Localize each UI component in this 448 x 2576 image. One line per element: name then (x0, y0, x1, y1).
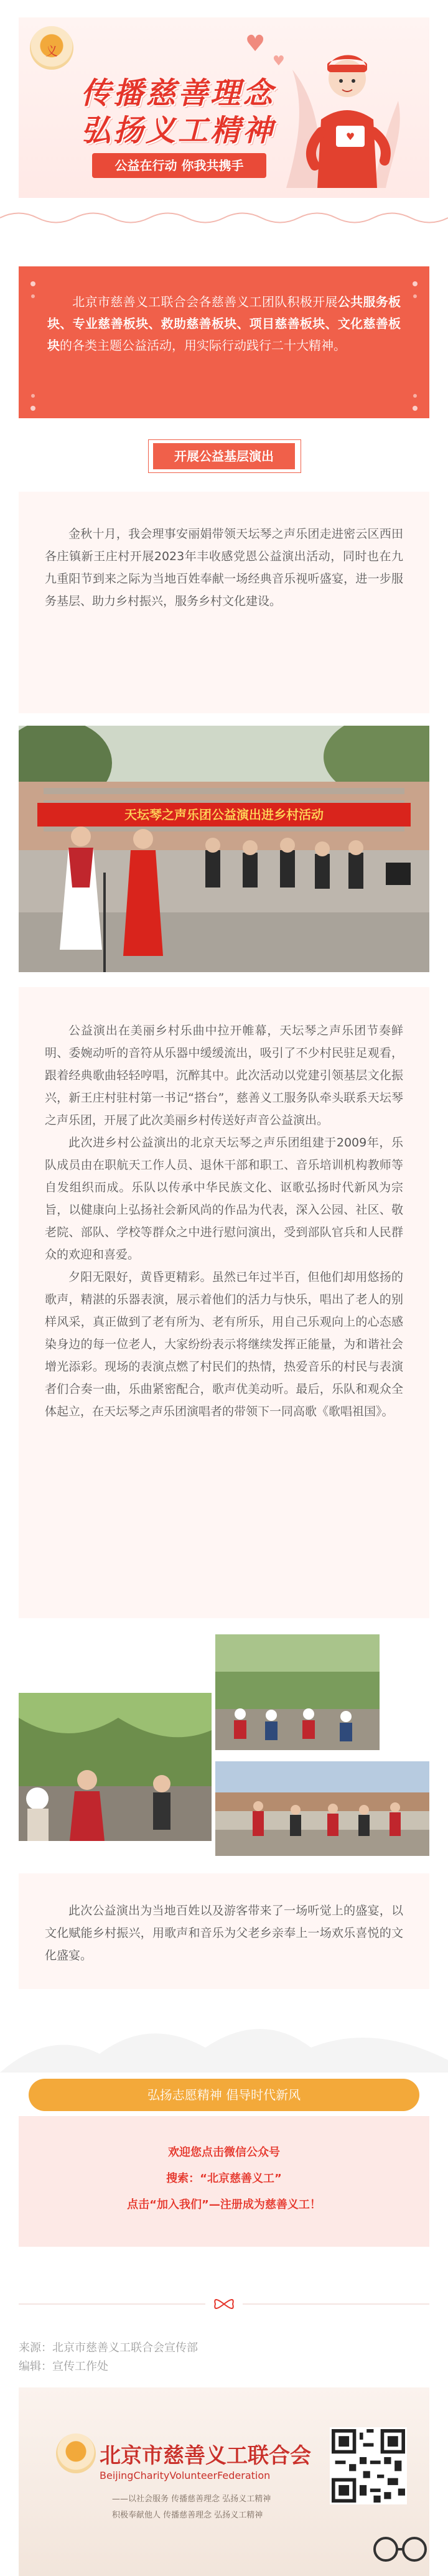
banner-slogan: 公益在行动 你我共携手 (92, 153, 266, 178)
wechat-follow-card (19, 2116, 429, 2247)
volunteer-illustration (280, 32, 404, 194)
heart-icon: ♥ (273, 54, 285, 69)
org-name-en: BeijingCharityVolunteerFederation (100, 2470, 271, 2481)
paragraph: 公益演出在美丽乡村乐曲中拉开帷幕，天坛琴之声乐团节奏鲜明、委婉动听的音符从乐器中缓缓流出，吸引了不少村民驻足观看，跟着经典歌曲轻轻哼唱，沉醉其中。此次活动以党建引领基层文化振兴，新王庄村驻村第一书记“搭台”，慈善义工服务队牵头联系天坛琴之声乐团，开展了此次美丽乡村传送好声音公益演出。 (45, 1024, 403, 1127)
intro-card (19, 266, 429, 418)
qr-code[interactable] (330, 2427, 407, 2504)
glasses-decoration (367, 2527, 429, 2570)
audience-photo (215, 1634, 380, 1750)
paragraph-card (19, 1873, 429, 1989)
org-footer-card (19, 2387, 429, 2576)
band-scene (19, 1693, 212, 1841)
paragraph: 夕阳无限好，黄昏更精彩。虽然已年过半百，但他们却用悠扬的歌声，精湛的乐器表演，展示着他们的活力与快乐，唱出了老人的别样风采，真正做到了老有所为、老有所乐，用自己乐观向上的心态感染身边的每一位老人，大家纷纷表示将继续发挥正能量，为和谐社会增光添彩。现场的表演点燃了村民们的热情，热爱音乐的村民与表演者们合奏一曲，乐曲紧密配合，歌声优美动听。最后，乐队和观众全体起立，在天坛琴之声乐团演唱者的带领下一同高歌《歌唱祖国》。 (45, 1270, 403, 1418)
wechat-line: 欢迎您点击微信公众号 (168, 2146, 280, 2159)
paragraph-card (19, 492, 429, 713)
paragraph: 金秋十月，我会理事安丽娟带领天坛琴之声乐团走进密云区西田各庄镇新王庄村开展2023年丰收感党恩公益演出活动，同时也在九九重阳节到来之际为当地百姓奉献一场经典音乐视听盛宴，进一步服务基层、助力乡村振兴，服务乡村文化建设。 (45, 527, 403, 608)
cloud-decoration (0, 2004, 448, 2073)
stage-banner-text: 天坛琴之声乐团公益演出进乡村活动 (124, 807, 324, 822)
federation-logo (56, 2433, 96, 2473)
section-title: 开展公益基层演出 (153, 443, 295, 469)
wechat-line: 点击“加入我们”—注册成为慈善义工！ (127, 2198, 321, 2211)
intro-highlight: 公共服务板块、专业慈善板块、救助慈善板块、项目慈善板块、文化慈善板块 (47, 294, 401, 353)
federation-logo (30, 26, 73, 70)
dot-decoration (409, 278, 421, 415)
stage-scene (19, 726, 429, 972)
tagline-banner: 弘扬志愿精神 倡导时代新风 (29, 2079, 419, 2111)
source-line: 来源：北京市慈善义工联合会宣传部 (19, 2341, 198, 2354)
source-info (19, 2339, 198, 2376)
org-motto: 积极奉献他人 传播慈善理念 弘扬义工精神 (112, 2511, 263, 2520)
paragraph: 此次进乡村公益演出的北京天坛琴之声乐团组建于2009年，乐队成员由在职航天工作人员、退休干部和职工、音乐培训机构教师等自发组织而成。乐队以传承中华民族文化、讴歌弘扬时代新风为宗旨，以健康向上弘扬社会新风尚的作品为代表，深入公园、社区、敬老院、部队、学校等群众之中进行慰问演出，受到部队官兵和人民群众的欢迎和喜爱。 (45, 1136, 403, 1262)
village-scene (215, 1761, 429, 1856)
logo-glyph: 义 (45, 44, 58, 59)
paragraph-card (19, 987, 429, 1618)
intro-text: 的各类主题公益活动，用实际行动践行二十大精神。 (60, 338, 346, 353)
header-banner (19, 17, 429, 198)
wave-divider (0, 205, 448, 230)
banner-title-line: 弘扬义工精神 (81, 113, 276, 148)
heart-icon: ♥ (245, 31, 266, 57)
dot-decoration (27, 278, 39, 415)
org-motto: ——以社会服务 传播慈善理念 弘扬义工精神 (112, 2494, 271, 2504)
wechat-line: 搜索：“北京慈善义工” (166, 2172, 282, 2185)
performance-photo (19, 726, 429, 972)
svg-text:♥: ♥ (345, 131, 355, 143)
banner-title-line: 传播慈善理念 (81, 76, 276, 111)
org-name: 北京市慈善义工联合会 (100, 2443, 311, 2468)
paragraph: 此次公益演出为当地百姓以及游客带来了一场听觉上的盛宴，以文化赋能乡村振兴，用歌声和音乐为父老乡亲奉上一场欢乐喜悦的文化盛宴。 (45, 1904, 403, 1962)
band-photo (19, 1693, 212, 1841)
village-photo (215, 1761, 429, 1856)
audience-scene (215, 1634, 380, 1750)
editor-line: 编辑：宣传工作处 (19, 2360, 108, 2373)
intro-text: 北京市慈善义工联合会各慈善义工团队积极开展 (72, 294, 338, 309)
ribbon-divider (19, 2295, 429, 2313)
banner-title (81, 75, 292, 149)
